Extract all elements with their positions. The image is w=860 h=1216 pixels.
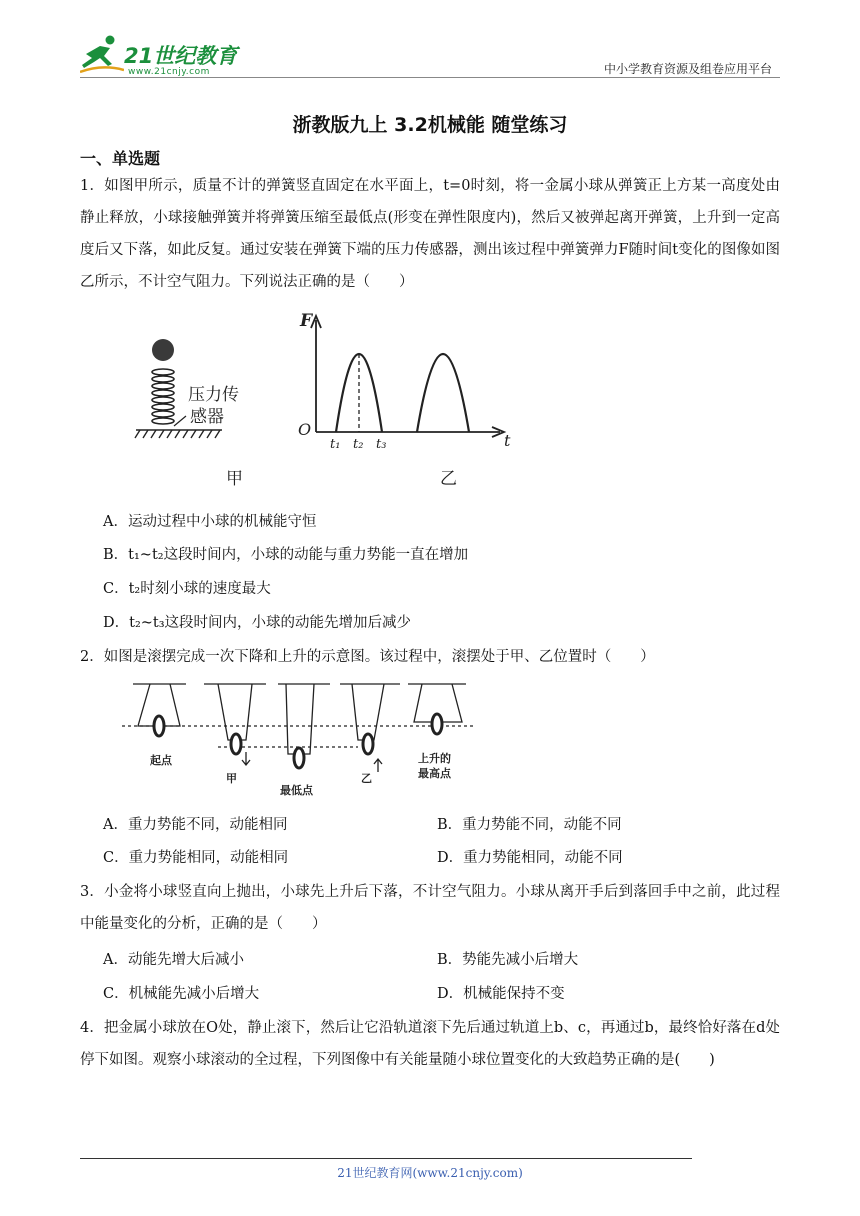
- axis-f-label: F: [300, 311, 313, 331]
- label-yi: 乙: [440, 469, 457, 489]
- label-jia: 甲: [226, 469, 243, 489]
- q2-option-c[interactable]: C．重力势能相同，动能相同: [103, 850, 289, 866]
- question-2-stem: 2．如图是滚摆完成一次下降和上升的示意图。该过程中，滚摆处于甲、乙位置时（ ）: [80, 649, 655, 665]
- q1-option-d[interactable]: D．t₂~t₃这段时间内，小球的动能先增加后减少: [103, 615, 412, 631]
- q1-option-b[interactable]: B．t₁~t₂这段时间内，小球的动能与重力势能一直在增加: [103, 547, 469, 563]
- q2-option-d[interactable]: D．重力势能相同，动能不同: [437, 850, 623, 866]
- question-3-stem: 3．小金将小球竖直向上抛出，小球先上升后下落，不计空气阻力。小球从离开手后到落回手中之前，此过程中能量变化的分析，正确的是（ ）: [80, 884, 780, 932]
- footer-divider: [80, 1158, 692, 1159]
- force-curve-2: [417, 354, 469, 432]
- header-platform-text: 中小学教育资源及组卷应用平台: [603, 62, 772, 76]
- t1-label: t₁: [330, 437, 341, 452]
- logo-text: 21世纪教育: [124, 44, 238, 68]
- label-start: 起点: [150, 754, 172, 767]
- runner-logo-icon: [80, 34, 124, 74]
- t3-label: t₃: [376, 437, 387, 452]
- spring-icon: [152, 369, 174, 424]
- label-yi-2: 乙: [361, 772, 372, 785]
- header-divider: [80, 77, 780, 78]
- ground-hatch: [135, 430, 222, 438]
- section-heading: 一、单选题: [80, 149, 161, 168]
- origin-label: O: [298, 420, 312, 439]
- metal-ball: [152, 339, 174, 361]
- question-4-stem: 4．把金属小球放在O处，静止滚下，然后让它沿轨道滚下先后通过轨道上b、c，再通过b，最终恰好落在d处停下如图。观察小球滚动的全过程，下列图像中有关能量随小球位置变化的大致趋势正确的是( ): [80, 1020, 780, 1068]
- q3-option-d[interactable]: D．机械能保持不变: [437, 986, 565, 1002]
- question-2-figure: [118, 678, 483, 800]
- label-jia-2: 甲: [226, 772, 237, 785]
- q1-option-a[interactable]: A．运动过程中小球的机械能守恒: [103, 514, 317, 530]
- label-lowest: 最低点: [280, 784, 313, 797]
- footer-text[interactable]: 21世纪教育网(www.21cnjy.com): [337, 1166, 523, 1180]
- question-1-figure: [130, 308, 530, 493]
- sensor-label-2: 感器: [190, 407, 224, 427]
- label-top-1: 上升的: [418, 752, 451, 765]
- sensor-label-1: 压力传: [188, 385, 239, 405]
- graph-axes: [311, 316, 504, 437]
- label-top-2: 最高点: [418, 767, 451, 780]
- q3-option-b[interactable]: B．势能先减小后增大: [437, 952, 579, 968]
- axis-t-label: t: [504, 431, 511, 450]
- q3-option-c[interactable]: C．机械能先减小后增大: [103, 986, 260, 1002]
- page-title: 浙教版九上 3.2机械能 随堂练习: [292, 114, 568, 136]
- question-1-stem: 1．如图甲所示，质量不计的弹簧竖直固定在水平面上，t=0时刻，将一金属小球从弹簧正上方某一高度处由静止释放，小球接触弹簧并将弹簧压缩至最低点(形变在弹性限度内)，然后又被弹起离开弹簧，上升到一定高度后又下落，如此反复。通过安装在弹簧下端的压力传感器，测出该过程中弹簧弹力F随时间t变化的图像如图乙所示，不计空气阻力。下列说法正确的是（ ）: [80, 178, 780, 290]
- q3-option-a[interactable]: A．动能先增大后减小: [103, 952, 244, 968]
- q1-option-c[interactable]: C．t₂时刻小球的速度最大: [103, 581, 271, 597]
- logo-url: www.21cnjy.com: [128, 67, 210, 77]
- t2-label: t₂: [353, 437, 364, 452]
- q2-option-b[interactable]: B．重力势能不同，动能不同: [437, 817, 622, 833]
- q2-option-a[interactable]: A．重力势能不同，动能相同: [103, 817, 288, 833]
